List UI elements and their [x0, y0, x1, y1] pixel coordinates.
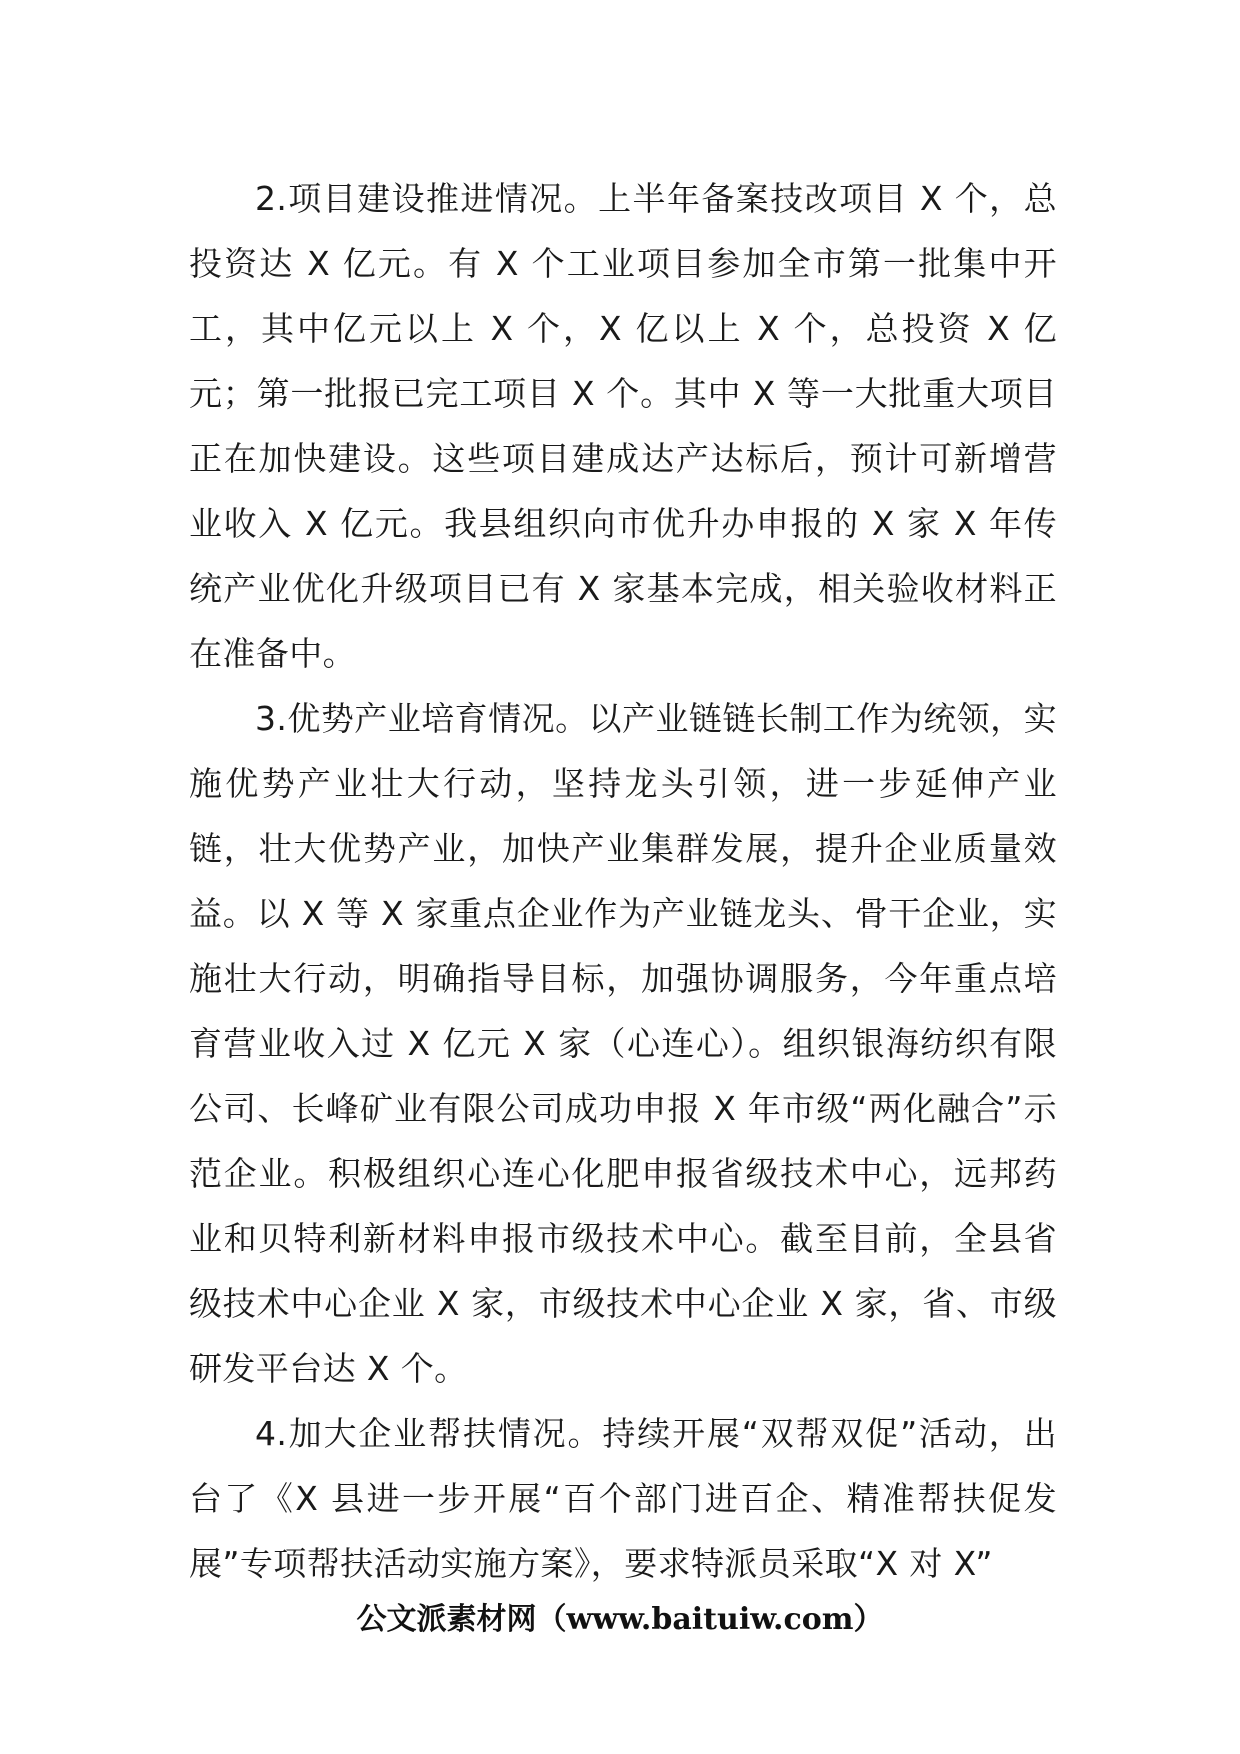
paragraph-enterprise-support: 4.加大企业帮扶情况。持续开展“双帮双促”活动，出台了《X 县进一步开展“百个部门进百企、精准帮扶促发展”专项帮扶活动实施方案》，要求特派员采取“X 对 X” — [189, 1414, 1057, 1583]
paragraph-project-construction: 2.项目建设推进情况。上半年备案技改项目 X 个，总投资达 X 亿元。有 X 个工业项目参加全市第一批集中开工，其中亿元以上 X 个，X 亿以上 X 个，总投资 X 亿元；第一批报已完工项目 X 个。其中 X 等一大批重大项目正在加快建设。这些项目建成达产达标后，预计可新增营业收入 X 亿元。我县组织向市优升办申报的 X 家 X 年传统产业优化升级项目已有 X 家基本完成，相关验收材料正在准备中。 — [189, 179, 1057, 673]
document-body — [189, 166, 1057, 1596]
footer-watermark: 公文派素材网（www.baituiw.com） — [356, 1602, 884, 1637]
paragraph-industry-cultivation: 3.优势产业培育情况。以产业链链长制工作为统领，实施优势产业壮大行动，坚持龙头引领，进一步延伸产业链，壮大优势产业，加快产业集群发展，提升企业质量效益。以 X 等 X 家重点企业作为产业链龙头、骨干企业，实施壮大行动，明确指导目标，加强协调服务，今年重点培育营业收入过 X 亿元 X 家（心连心）。组织银海纺织有限公司、长峰矿业有限公司成功申报 X 年市级“两化融合”示范企业。积极组织心连心化肥申报省级技术中心，远邦药业和贝特利新材料申报市级技术中心。截至目前，全县省级技术中心企业 X 家，市级技术中心企业 X 家，省、市级研发平台达 X 个。 — [189, 699, 1057, 1388]
